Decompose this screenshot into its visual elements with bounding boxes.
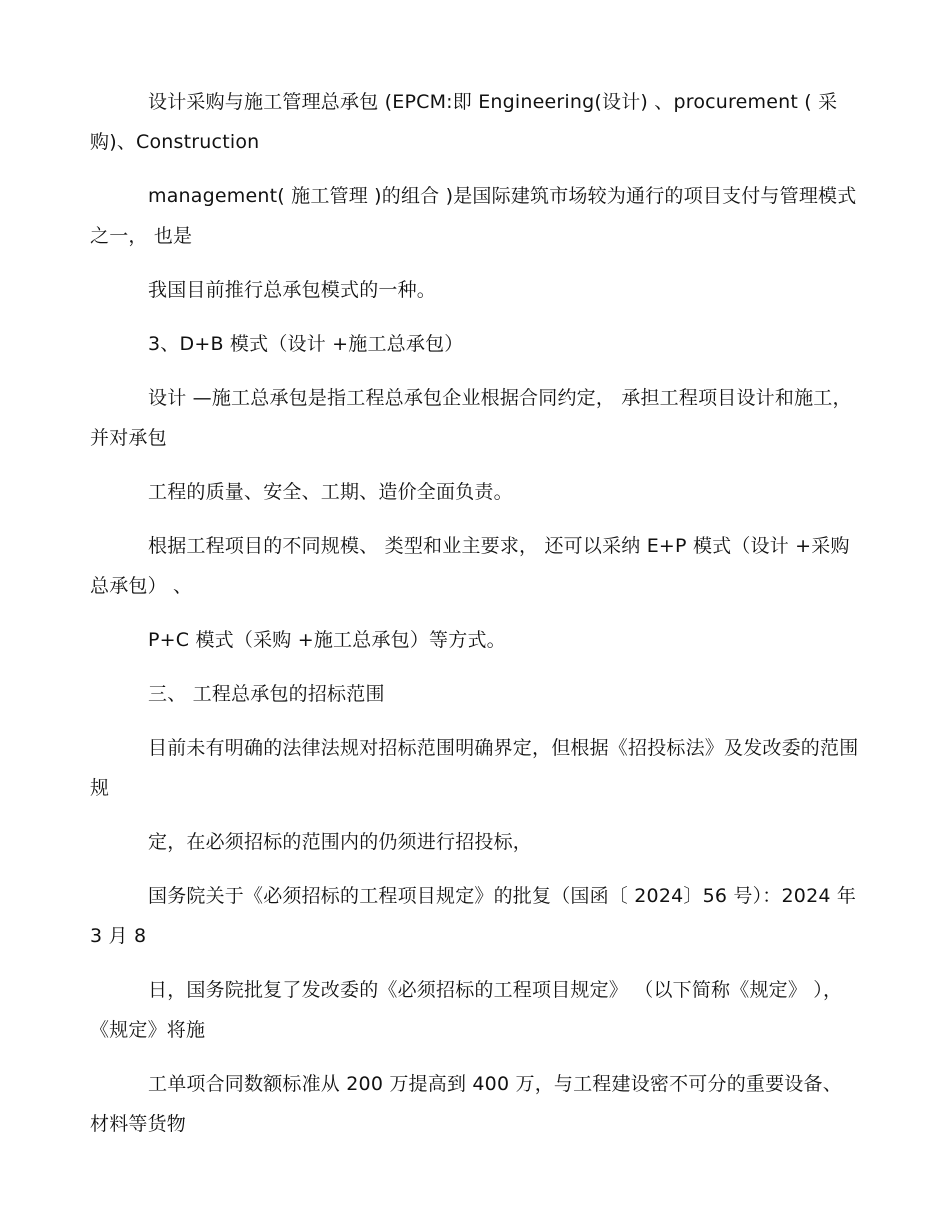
paragraph-must-bid: 定，在必须招标的范围内的仍须进行招投标， [148,831,533,853]
paragraph-other-modes: 根据工程项目的不同规模、 类型和业主要求， 还可以采纳 E+P 模式（设计 +采购总承包） 、 [90,535,850,597]
paragraph-db-definition: 设计 —施工总承包是指工程总承包企业根据合同约定， 承担工程项目设计和施工， 并对承包 [90,387,852,449]
paragraph-epcm-intro: 设计采购与施工管理总承包 (EPCM:即 Engineering(设计) 、procurement ( 采购)、Construction [90,91,838,153]
section-heading-db-mode: 3、D+B 模式（设计 +施工总承包） [148,333,464,355]
paragraph-bidding-scope: 目前未有明确的法律法规对招标范围明确界定，但根据《招投标法》及发改委的范围规 [90,737,859,799]
paragraph-regulation-approval: 日，国务院批复了发改委的《必须招标的工程项目规定》 （以下简称《规定》 ），《规定》将施 [90,979,843,1041]
section-heading-bidding-scope: 三、 工程总承包的招标范围 [148,683,385,705]
paragraph-pc-mode: P+C 模式（采购 +施工总承包）等方式。 [148,629,506,651]
paragraph-state-council-reply: 国务院关于《必须招标的工程项目规定》的批复（国函〔 2024〕56 号）：2024 年 3 月 8 [90,885,857,947]
paragraph-contract-threshold: 工单项合同数额标准从 200 万提高到 400 万，与工程建设密不可分的重要设备、 材料等货物 [90,1073,842,1135]
paragraph-db-responsibility: 工程的质量、安全、工期、造价全面负责。 [148,481,513,503]
paragraph-epcm-definition: management( 施工管理 )的组合 )是国际建筑市场较为通行的项目支付与管理模式之一， 也是 [90,185,857,247]
document-body [90,82,860,1158]
paragraph-epcm-domestic: 我国目前推行总承包模式的一种。 [148,279,437,301]
